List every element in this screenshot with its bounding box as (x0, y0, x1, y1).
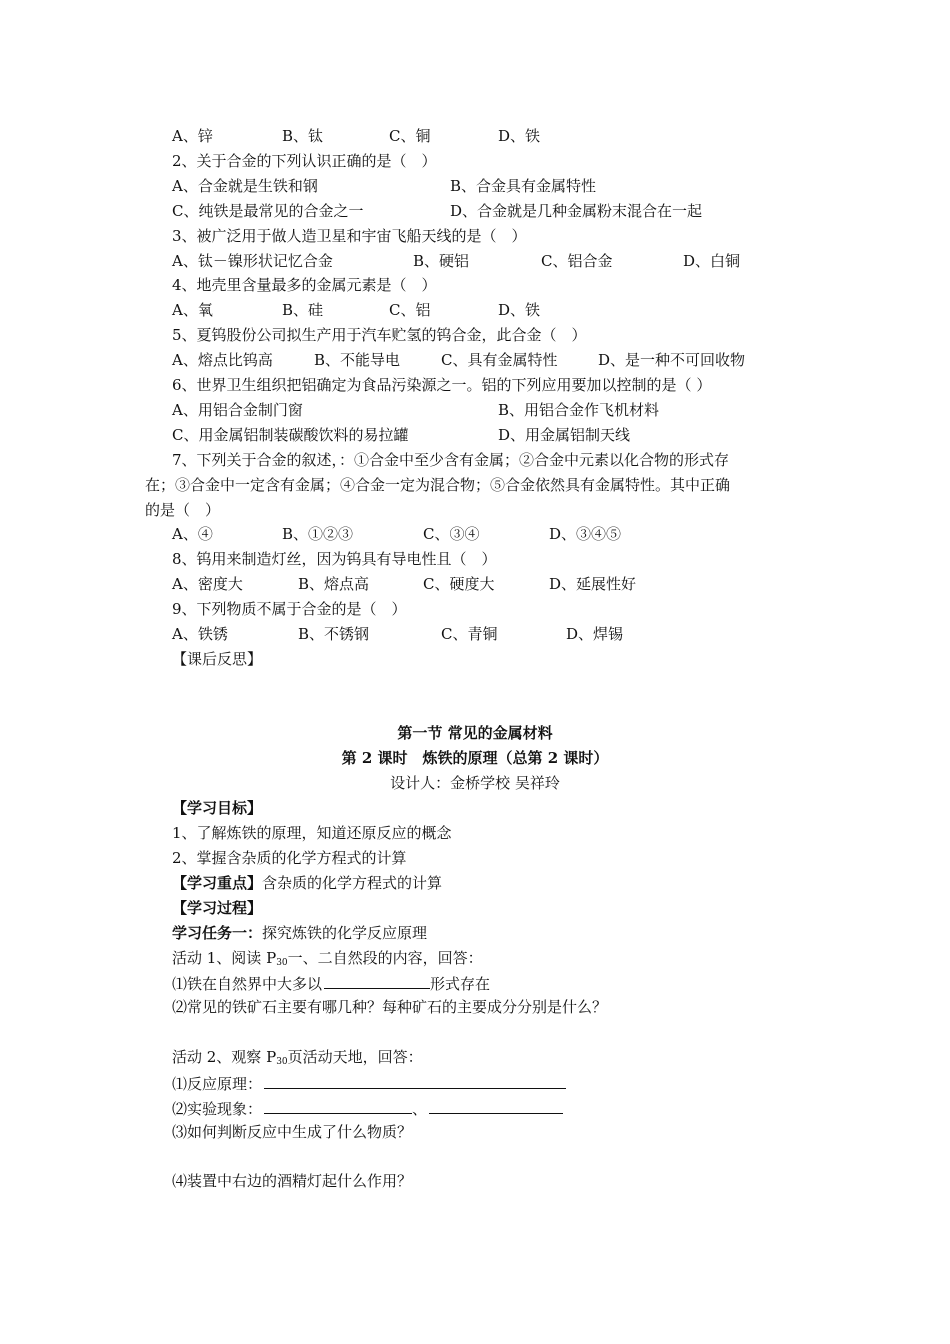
a2-q2-line (172, 1097, 563, 1119)
a1-q1-line (172, 972, 490, 994)
q9-option-c: C、青铜 (441, 625, 498, 643)
a2-q3-line: ⑶如何判断反应中生成了什么物质？ (172, 1123, 413, 1141)
q8-option-d: D、延展性好 (549, 575, 637, 593)
activity1-post: 一、二自然段的内容，回答： (287, 949, 483, 967)
q3-option-c: C、铝合金 (541, 252, 613, 270)
lesson-title: 第 2 课时 炼铁的原理（总第 2 课时） (341, 749, 609, 767)
activity2-pre: 活动 2、观察 P (172, 1048, 277, 1066)
q1-option-b: B、钛 (282, 127, 324, 145)
q2-stem: 2、关于合金的下列认识正确的是（ ） (172, 152, 437, 170)
q5-option-c: C、具有金属特性 (441, 351, 558, 369)
activity1-page-sub: 30 (276, 958, 288, 968)
q6-option-a: A、用铝合金制门窗 (172, 401, 303, 419)
q6-option-d: D、用金属铝制天线 (498, 426, 631, 444)
focus-text: 含杂质的化学方程式的计算 (262, 874, 443, 892)
reflection-heading: 【课后反思】 (172, 650, 263, 668)
q7-stem-line1: 7、下列关于合金的叙述，：①合金中至少含有金属；②合金中元素以化合物的形式存 (172, 451, 730, 469)
q5-option-b: B、不能导电 (314, 351, 401, 369)
process-heading: 【学习过程】 (172, 899, 263, 917)
q8-option-b: B、熔点高 (298, 575, 370, 593)
q7-stem-line2: 在；③合金中一定含有金属；④合金一定为混合物；⑤合金依然具有金属特性。其中正确 (145, 476, 731, 494)
q7-option-d: D、③④⑤ (549, 525, 622, 543)
q7-option-b: B、①②③ (282, 525, 354, 543)
activity2-post: 页活动天地，回答： (287, 1048, 423, 1066)
q9-option-b: B、不锈钢 (298, 625, 370, 643)
a2-q2-label: ⑵实验现象： (172, 1100, 263, 1118)
focus-line (172, 873, 442, 893)
focus-heading: 【学习重点】 (172, 874, 263, 892)
q6-option-c: C、用金属铝制装碳酸饮料的易拉罐 (172, 426, 409, 444)
q3-option-b: B、硬铝 (413, 252, 470, 270)
q3-stem: 3、被广泛用于做人造卫星和宇宙飞船天线的是（ ） (172, 227, 527, 245)
activity1-line (172, 948, 483, 973)
activity1-pre: 活动 1、阅读 P (172, 949, 277, 967)
q9-stem: 9、下列物质不属于合金的是（ ） (172, 600, 407, 618)
q8-option-a: A、密度大 (172, 575, 243, 593)
q6-stem: 6、世界卫生组织把铝确定为食品污染源之一。铝的下列应用要加以控制的是（ ） (172, 376, 712, 394)
a1-q2-line: ⑵常见的铁矿石主要有哪几种？每种矿石的主要成分分别是什么？ (172, 998, 608, 1016)
q5-option-d: D、是一种不可回收物 (598, 351, 746, 369)
q7-stem-line3: 的是（ ） (145, 501, 221, 519)
q9-option-d: D、焊锡 (566, 625, 624, 643)
q1-option-a: A、锌 (172, 127, 213, 145)
q3-option-a: A、钛－镍形状记忆合金 (172, 252, 333, 270)
goal-item-1: 1、了解炼铁的原理，知道还原反应的概念 (172, 824, 452, 842)
designer-line: 设计人：金桥学校 吴祥玲 (390, 774, 560, 792)
q1-option-c: C、铜 (389, 127, 431, 145)
a2-q2-answer-blank-1[interactable] (264, 1097, 412, 1114)
q8-stem: 8、钨用来制造灯丝，因为钨具有导电性且（ ） (172, 550, 497, 568)
a1-q1-answer-blank[interactable] (324, 972, 430, 989)
a2-q2-separator: 、 (412, 1100, 428, 1118)
q2-option-c: C、纯铁是最常见的合金之一 (172, 202, 364, 220)
q4-option-d: D、铁 (498, 301, 541, 319)
q3-option-d: D、白铜 (683, 252, 741, 270)
task1-label: 学习任务一： (172, 924, 263, 942)
q2-option-a: A、合金就是生铁和钢 (172, 177, 318, 195)
goal-item-2: 2、掌握含杂质的化学方程式的计算 (172, 849, 407, 867)
q4-option-c: C、铝 (389, 301, 431, 319)
a2-q1-label: ⑴反应原理： (172, 1075, 263, 1093)
q8-option-c: C、硬度大 (423, 575, 495, 593)
q2-option-d: D、合金就是几种金属粉末混合在一起 (450, 202, 703, 220)
a2-q2-answer-blank-2[interactable] (429, 1097, 563, 1114)
activity2-page-sub: 30 (276, 1057, 288, 1067)
activity2-line (172, 1047, 423, 1072)
q5-option-a: A、熔点比钨高 (172, 351, 273, 369)
a2-q1-answer-blank[interactable] (264, 1072, 566, 1089)
q9-option-a: A、铁锈 (172, 625, 228, 643)
a2-q4-line: ⑷装置中右边的酒精灯起什么作用？ (172, 1172, 413, 1190)
q1-option-d: D、铁 (498, 127, 541, 145)
q5-stem: 5、夏钨股份公司拟生产用于汽车贮氢的钨合金，此合金（ ） (172, 326, 587, 344)
q7-option-c: C、③④ (423, 525, 480, 543)
q4-option-b: B、硅 (282, 301, 324, 319)
task1-line (172, 923, 427, 943)
q4-stem: 4、地壳里含量最多的金属元素是（ ） (172, 276, 437, 294)
q6-option-b: B、用铝合金作飞机材料 (498, 401, 660, 419)
a2-q1-line (172, 1072, 566, 1094)
q7-option-a: A、④ (172, 525, 213, 543)
q2-option-b: B、合金具有金属特性 (450, 177, 597, 195)
q4-option-a: A、氧 (172, 301, 213, 319)
task1-text: 探究炼铁的化学反应原理 (262, 924, 428, 942)
a1-q1-post: 形式存在 (430, 975, 491, 993)
section-title: 第一节 常见的金属材料 (397, 724, 553, 742)
a1-q1-pre: ⑴铁在自然界中大多以 (172, 975, 323, 993)
goals-heading: 【学习目标】 (172, 799, 263, 817)
